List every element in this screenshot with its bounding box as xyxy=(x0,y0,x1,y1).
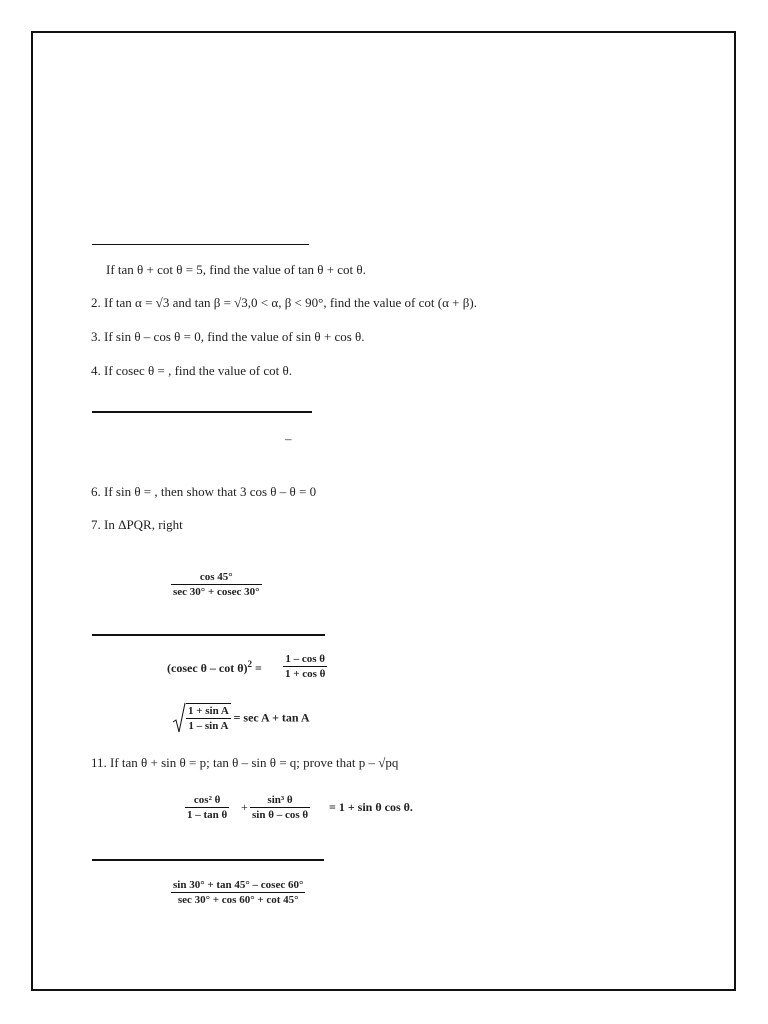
fraction-cos45 xyxy=(171,570,262,599)
worksheet-page xyxy=(31,31,736,991)
stray-dash: – xyxy=(285,431,292,446)
question-1: If tan θ + cot θ = 5, find the value of tan θ + cot θ. xyxy=(106,262,366,277)
fraction-denominator: sec 30° + cosec 30° xyxy=(173,586,260,598)
section-rule-2 xyxy=(92,411,312,413)
equation-3-plus: + xyxy=(241,800,248,814)
equation-3-fraction-2 xyxy=(250,793,310,822)
equation-1-fraction xyxy=(283,652,327,681)
equation-2-right: = sec A + tan A xyxy=(233,710,310,725)
fraction-final xyxy=(171,878,305,907)
fraction-numerator: cos 45° xyxy=(199,571,233,583)
fraction-numerator: 1 + sin A xyxy=(188,705,229,717)
question-7: 7. In ΔPQR, right xyxy=(91,517,183,532)
equation-1-left xyxy=(167,659,262,676)
fraction-numerator: cos² θ xyxy=(193,794,221,806)
equation-3-right: = 1 + sin θ cos θ. xyxy=(329,800,413,814)
section-rule-3 xyxy=(92,634,325,636)
fraction-denominator: 1 + cos θ xyxy=(285,668,326,680)
square-root-icon xyxy=(172,702,186,734)
fraction-denominator: sec 30° + cos 60° + cot 45° xyxy=(171,892,305,907)
fraction-denominator: 1 – tan θ xyxy=(187,809,228,821)
fraction-numerator: sin³ θ xyxy=(267,794,293,806)
question-4: 4. If cosec θ = , find the value of cot θ. xyxy=(91,363,292,378)
eq1-left-text: (cosec θ – cot θ) xyxy=(167,661,248,675)
section-rule-1 xyxy=(92,244,309,245)
question-11: 11. If tan θ + sin θ = p; tan θ – sin θ = q; prove that p – √pq xyxy=(91,755,399,770)
fraction-denominator: 1 – sin A xyxy=(186,718,231,733)
question-3: 3. If sin θ – cos θ = 0, find the value of sin θ + cos θ. xyxy=(91,329,365,344)
fraction-numerator: sin 30° + tan 45° – cosec 60° xyxy=(173,879,304,891)
section-rule-4 xyxy=(92,859,324,861)
question-6: 6. If sin θ = , then show that 3 cos θ – θ = 0 xyxy=(91,484,317,499)
fraction-denominator: sin θ – cos θ xyxy=(252,809,309,821)
fraction-numerator: 1 – cos θ xyxy=(285,653,326,665)
question-2: 2. If tan α = √3 and tan β = √3,0 < α, β < 90°, find the value of cot (α + β). xyxy=(91,295,477,310)
equation-2 xyxy=(172,702,310,734)
eq1-exponent: 2 xyxy=(247,659,252,669)
equation-3-fraction-1 xyxy=(185,793,229,822)
eq1-equals: = xyxy=(252,661,262,675)
